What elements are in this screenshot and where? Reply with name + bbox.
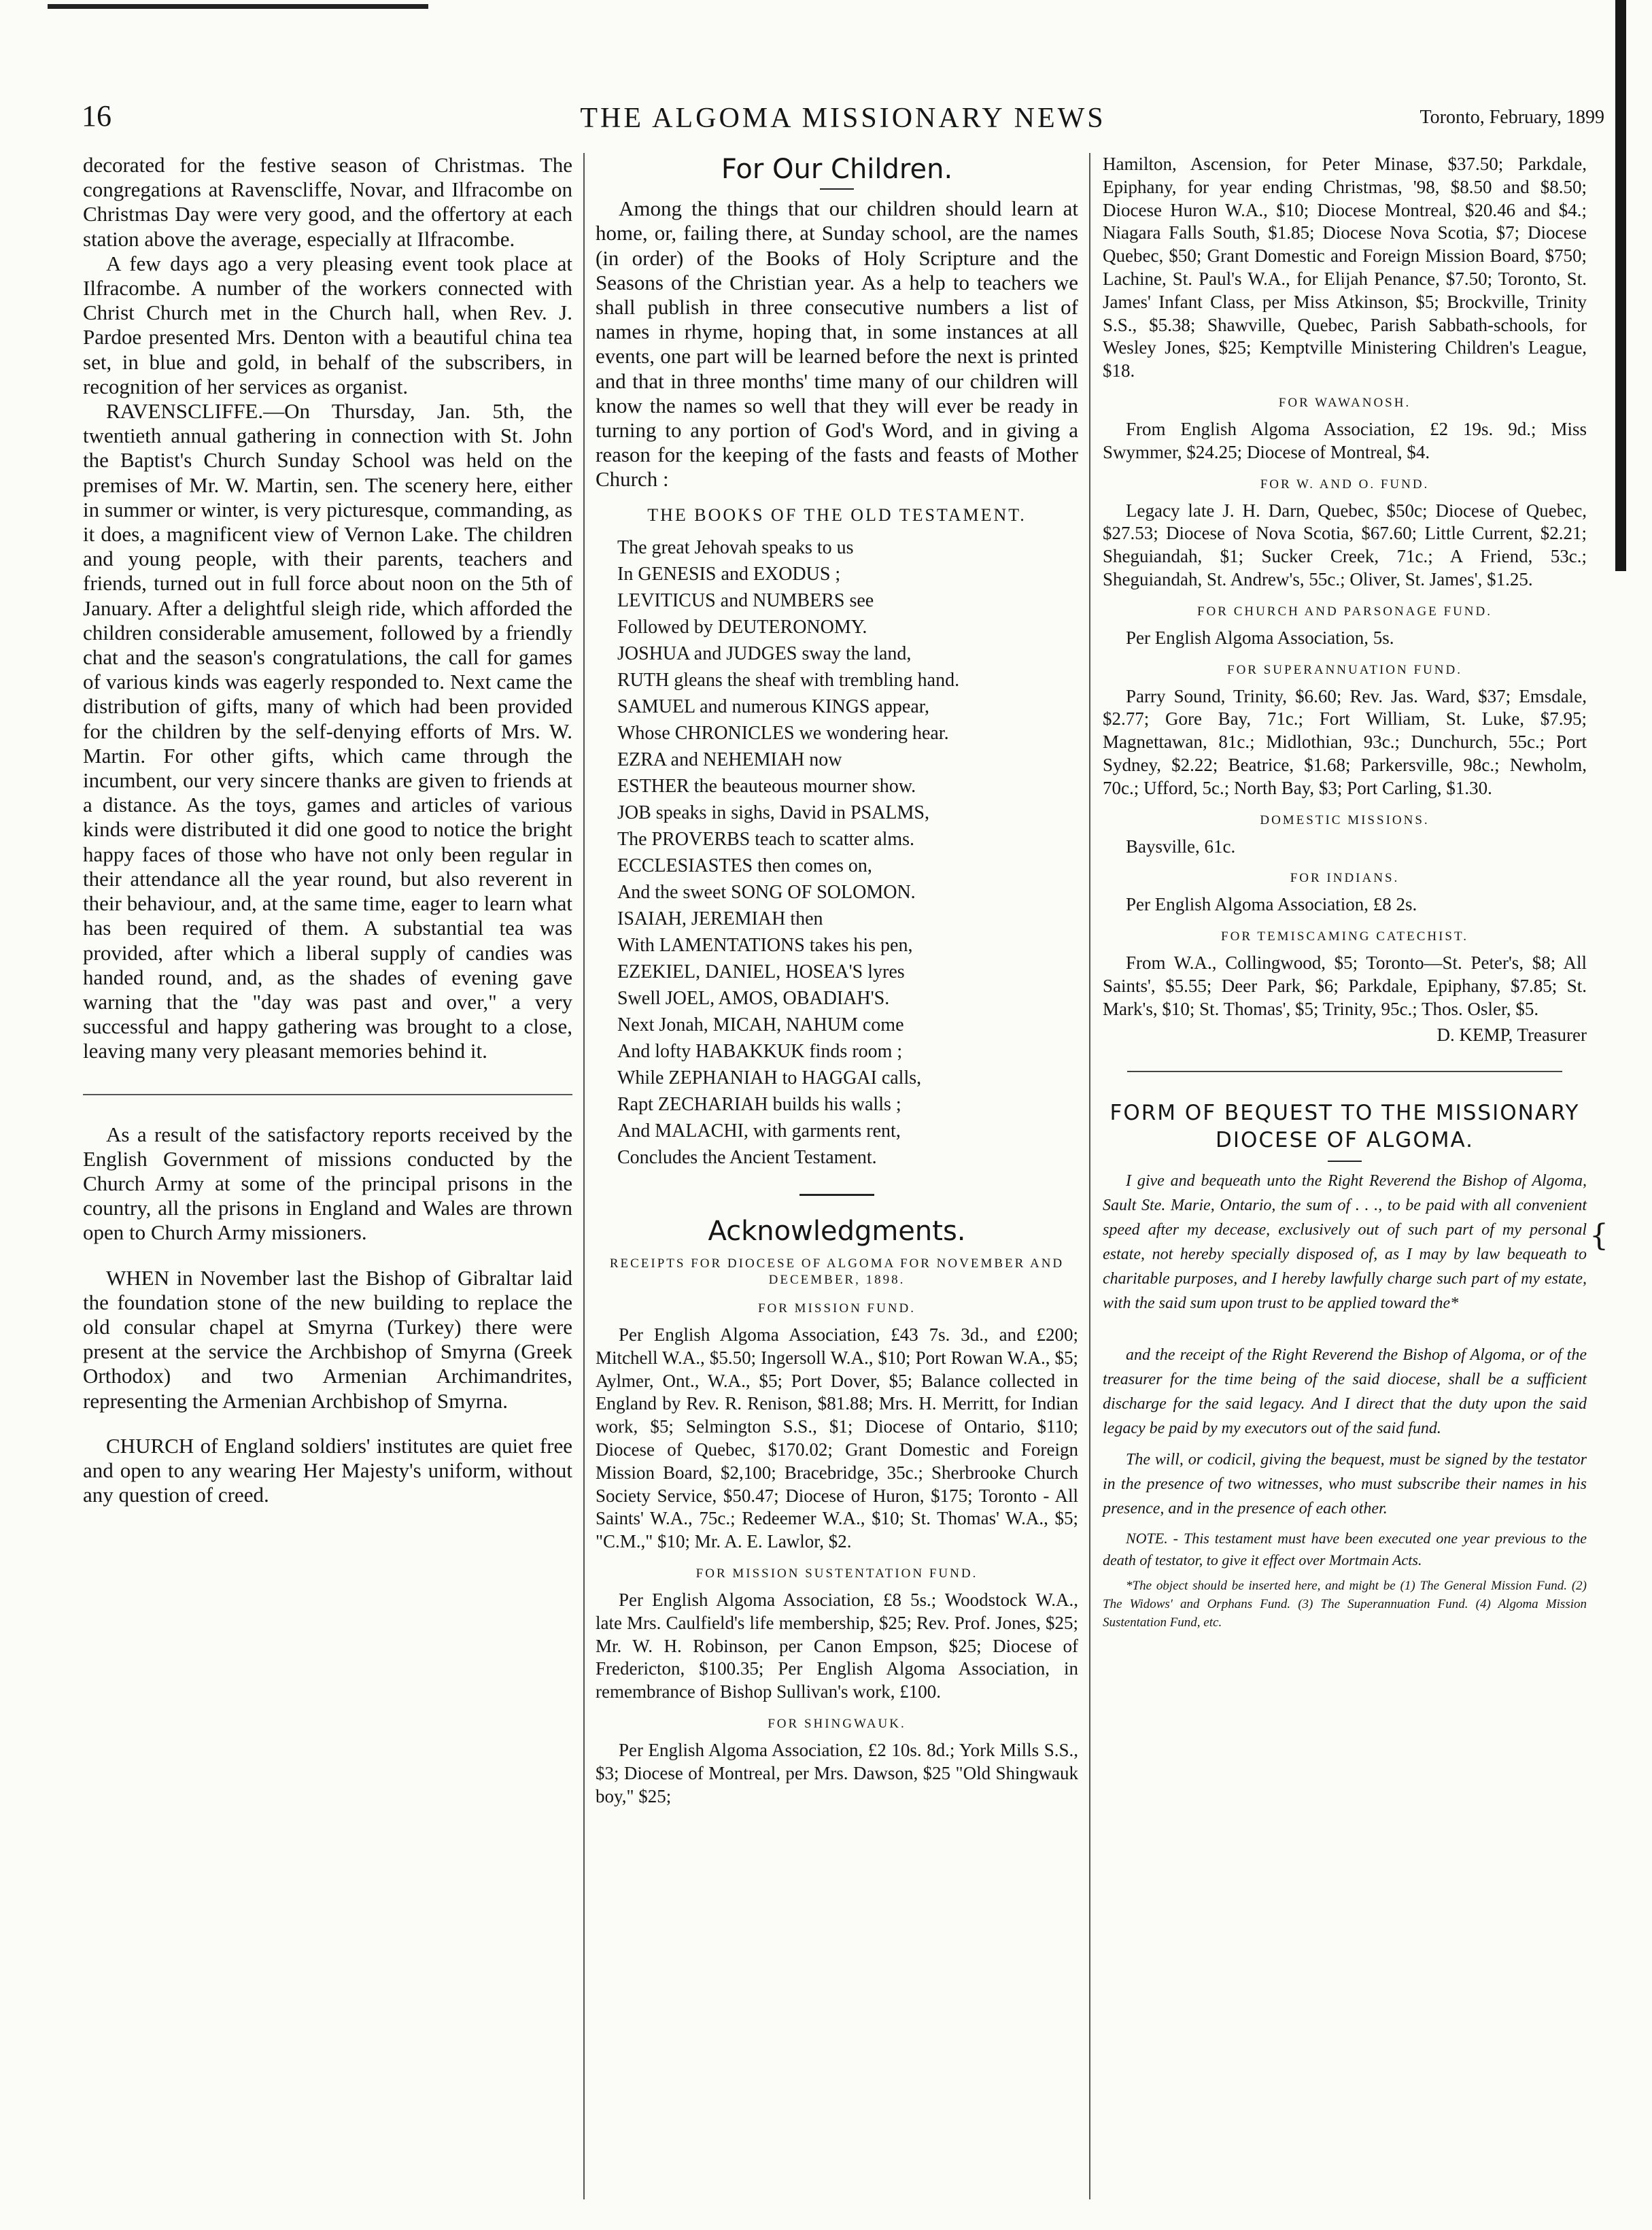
poem-line: And lofty HABAKKUK finds room ;	[617, 1040, 903, 1062]
poem-line: Concludes the Ancient Testament.	[617, 1146, 877, 1168]
poem-line: And MALACHI, with garments rent,	[617, 1120, 901, 1142]
poem-line: Followed by DEUTERONOMY.	[617, 616, 867, 638]
books-poem	[617, 534, 1078, 1171]
poem-line: EZEKIEL, DANIEL, HOSEA'S lyres	[617, 961, 905, 982]
poem-line: ECCLESIASTES then comes on,	[617, 855, 872, 876]
fund-receipts: From W.A., Collingwood, $5; Toronto—St. Peter's, $8; All Saints', $5.55; Deer Park, $6; Parkdale, Epiphany, $7.85; St. Mark's, $10; St. Thomas', $5; Trinity, 95c.; Thos. Osler, $5.	[1103, 953, 1587, 1019]
poem-line: LEVITICUS and NUMBERS see	[617, 589, 874, 611]
right-edge-bar	[1615, 0, 1626, 571]
column-three	[1103, 153, 1587, 1632]
poem-line: ISAIAH, JEREMIAH then	[617, 908, 823, 929]
poem-line: While ZEPHANIAH to HAGGAI calls,	[617, 1067, 922, 1088]
poem-heading: THE BOOKS OF THE OLD TESTAMENT.	[647, 504, 1027, 525]
article-paragraph: A few days ago a very pleasing event took place at Ilfracombe. A number of the workers connected with Christ Church met in the Church hall, when Rev. J. Pardoe presented Mrs. Denton with a beautiful china tea set, in blue and gold, in behalf of the subscribers, in recognition of her services as organist.	[83, 251, 572, 398]
fund-heading: DOMESTIC MISSIONS.	[1260, 812, 1430, 827]
fund-heading: FOR INDIANS.	[1290, 871, 1400, 886]
poem-line: JOSHUA and JUDGES sway the land,	[617, 642, 912, 664]
bequest-title: FORM OF BEQUEST TO THE MISSIONARY DIOCESE OF ALGOMA.	[1109, 1101, 1580, 1153]
fund-receipts: Per English Algoma Association, £8 2s.	[1126, 894, 1417, 915]
poem-line: ESTHER the beauteous mourner show.	[617, 775, 916, 797]
poem-line: Rapt ZECHARIAH builds his walls ;	[617, 1093, 901, 1115]
fund-heading: FOR SUPERANNUATION FUND.	[1227, 662, 1462, 677]
page-header	[82, 92, 1604, 139]
fund-receipts: From English Algoma Association, £2 19s. 9d.; Miss Swymmer, $24.25; Diocese of Montreal, $4.	[1103, 418, 1587, 462]
poem-line: The PROVERBS teach to scatter alms.	[617, 828, 915, 850]
column-divider	[583, 153, 585, 2199]
fund-heading: FOR WAWANOSH.	[1278, 395, 1411, 410]
fund-heading: FOR CHURCH AND PARSONAGE FUND.	[1197, 604, 1492, 619]
treasurer-signature: D. KEMP, Treasurer	[1436, 1024, 1587, 1045]
title-rule	[1328, 1161, 1362, 1162]
dateline: Toronto, February, 1899	[1419, 107, 1604, 128]
fund-receipts: Parry Sound, Trinity, $6.60; Rev. Jas. Ward, $37; Emsdale, $2.77; Gore Bay, 71c.; Fort William, St. Luke, $7.95; Magnettawan, 81c.; Midlothian, 93c.; Dunchurch, 55c.; Port Sydney, $2.22; Beatrice, $1.68; Parkersville, 98c.; Newholm, 70c.; Ufford, 5c.; North Bay, $3; Port Carling, $1.30.	[1103, 685, 1587, 798]
article-paragraph: decorated for the festive season of Christmas. The congregations at Ravenscliffe, Novar, and Ilfracombe on Christmas Day were very good, and the offertory at each station above the average, especially at Ilfracombe.	[83, 153, 572, 251]
poem-line: In GENESIS and EXODUS ;	[617, 563, 841, 585]
fund-heading: FOR MISSION FUND.	[757, 1301, 916, 1316]
section-rule	[799, 1194, 874, 1196]
column-two	[596, 153, 1078, 1808]
column-divider	[1089, 153, 1090, 2199]
bequest-paragraph: The will, or codicil, giving the bequest, must be signed by the testator in the presence of two witnesses, who must subscribe their names in his presence, and in the presence of each other.	[1103, 1451, 1587, 1518]
article-paragraph: CHURCH of England soldiers' institutes are quiet free and open to any wearing Her Majesty's uniform, without any question of creed.	[83, 1433, 572, 1507]
title-rule	[820, 188, 854, 190]
fund-receipts: Hamilton, Ascension, for Peter Minase, $37.50; Parkdale, Epiphany, for year ending Christmas, '98, $8.50 and $8.50; Diocese Huron W.A., $10; Diocese Montreal, $20.46 and $4.; Niagara Falls South, $1.85; Diocese Nova Scotia, $7; Diocese Quebec, $50; Grant Domestic and Foreign Mission Board, $750; Lachine, St. Paul's W.A., for Elijah Penance, $7.50; Toronto, St. James' Infant Class, per Miss Atkinson, $5; Brockville, Trinity S.S., $5.38; Shawville, Quebec, Parish Sabbath-schools, for Wesley Jones, $25; Kemptville Ministering Children's League, $18.	[1103, 154, 1587, 381]
bequest-paragraph: and the receipt of the Right Reverend the Bishop of Algoma, or of the treasurer for the time being of the said diocese, shall be a sufficient discharge for the said legacy. And I direct that the duty upon the said legacy be paid by my executors out of the said fund.	[1103, 1346, 1587, 1438]
fund-heading: FOR TEMISCAMING CATECHIST.	[1221, 929, 1468, 944]
section-title: Acknowledgments.	[708, 1215, 966, 1247]
poem-line: Next Jonah, MICAH, NAHUM come	[617, 1014, 904, 1035]
bequest-note: NOTE. - This testament must have been executed one year previous to the death of testator, to give it effect over Mortmain Acts.	[1103, 1530, 1587, 1569]
section-title: For Our Children.	[721, 154, 953, 185]
poem-line: Swell JOEL, AMOS, OBADIAH'S.	[617, 987, 890, 1009]
poem-line: EZRA and NEHEMIAH now	[617, 749, 842, 770]
fund-heading: FOR W. AND O. FUND.	[1260, 477, 1430, 492]
poem-line: SAMUEL and numerous KINGS appear,	[617, 696, 929, 717]
fund-receipts: Baysville, 61c.	[1126, 836, 1236, 857]
fund-receipts: Per English Algoma Association, £8 5s.; Woodstock W.A., late Mrs. Caulfield's life membership, $25; Rev. Prof. Jones, $25; Mr. W. H. Robinson, per Canon Empson, $25; Diocese of Fredericton, $100.35; Per English Algoma Association, in remembrance of Bishop Sullivan's work, £100.	[596, 1590, 1078, 1702]
poem-line: JOB speaks in sighs, David in PSALMS,	[617, 802, 929, 823]
article-paragraph: RAVENSCLIFFE.—On Thursday, Jan. 5th, the twentieth annual gathering in connection with St. John the Baptist's Church Sunday School was held on the premises of Mr. W. Martin, sen. The scenery here, either in summer or winter, is very picturesque, commanding, as it does, a magnificent view of Vernon Lake. The children and young people, with their parents, teachers and friends, turned out in full force about noon on the 5th of January. After a delightful sleigh ride, which afforded the children considerable amusement, followed by a friendly chat and the season's congratulations, the call for games of various kinds was eagerly responded to. Next came the distribution of gifts, many of which had been provided for the children by the self-denying efforts of Mrs. W. Martin. For other gifts, which came through the incumbent, our very sincere thanks are given to friends at a distance. As the toys, games and articles of various kinds were distributed it did one good to notice the bright happy faces of those who have not only been regular in their attendance all the year round, but also reverent in their behaviour, and, at the same time, eager to learn what has been required of them. A substantial tea was provided, after which a liberal supply of candies was handed round, and, as the shades of evening gave warning that the "day was past and over," a very successful and happy gathering was brought to a close, leaving many very pleasant memories behind it.	[83, 399, 572, 1063]
section-rule	[83, 1094, 572, 1095]
fund-receipts: Legacy late J. H. Darn, Quebec, $50c; Diocese of Quebec, $27.53; Diocese of Nova Scotia, $67.60; Little Current, $2.21; Sheguiandah, $1; Sucker Creek, 71c.; A Friend, 53c.; Sheguiandah, St. Andrew's, 55c.; Oliver, St. James', $1.25.	[1103, 500, 1587, 589]
bequest-paragraph: I give and bequeath unto the Right Reverend the Bishop of Algoma, Sault Ste. Marie, Ontario, the sum of . . ., to be paid with all convenient speed after my decease, exclusively out of such part of my personal estate, not hereby specially disposed of, as I may by law bequeath to charitable purposes, and I hereby lawfully charge such part of my estate, with the said sum upon trust to be applied toward the*	[1103, 1172, 1587, 1313]
fund-heading: FOR MISSION SUSTENTATION FUND.	[695, 1566, 978, 1581]
column-one	[83, 153, 572, 1507]
article-paragraph: WHEN in November last the Bishop of Gibraltar laid the foundation stone of the new building to replace the old consular chapel at Smyrna (Turkey) there were present at the service the Archbishop of Smyrna (Greek Orthodox) and two Armenian Archimandrites, representing the Armenian Archbishop of Smyrna.	[83, 1265, 572, 1413]
fund-receipts: Per English Algoma Association, £2 10s. 8d.; York Mills S.S., $3; Diocese of Montreal, per Mrs. Dawson, $25 "Old Shingwauk boy," $25;	[596, 1740, 1078, 1806]
page-number: 16	[82, 99, 111, 133]
fund-receipts: Per English Algoma Association, 5s.	[1126, 627, 1394, 648]
poem-line: RUTH gleans the sheaf with trembling hand.	[617, 669, 960, 691]
receipts-heading: RECEIPTS FOR DIOCESE OF ALGOMA FOR NOVEMBER AND DECEMBER, 1898.	[609, 1256, 1065, 1288]
poem-line: The great Jehovah speaks to us	[617, 536, 854, 558]
top-edge-rule	[48, 4, 428, 9]
poem-line: And the sweet SONG OF SOLOMON.	[617, 881, 916, 903]
margin-mark: {	[1589, 1218, 1608, 1253]
poem-line: Whose CHRONICLES we wondering hear.	[617, 722, 949, 744]
section-rule	[1127, 1071, 1562, 1072]
bequest-footnote: *The object should be inserted here, and might be (1) The General Mission Fund. (2) The Widows' and Orphans Fund. (3) The Superannuation Fund. (4) Algoma Mission Sustentation Fund, etc.	[1103, 1579, 1587, 1630]
fund-receipts: Per English Algoma Association, £43 7s. 3d., and £200; Mitchell W.A., $5.50; Ingersoll W.A., $10; Port Rowan W.A., $5; Aylmer, Ont., W.A., $5; Port Dover, $5; Balance collected in England by Rev. R. Renison, $81.88; Mrs. H. Merritt, for Indian work, $5; Selmington S.S., $1; Diocese of Ontario, $110; Diocese of Quebec, $170.02; Grant Domestic and Foreign Mission Board, $2,100; Bracebridge, 35c.; Sherbrooke Church Society Service, $50.47; Diocese of Huron, $175; Toronto - All Saints' W.A., 75c.; Redeemer W.A., $10; St. Thomas' W.A., $5; "C.M.," $10; Mr. A. E. Lawlor, $2.	[596, 1324, 1078, 1552]
article-paragraph: Among the things that our children should learn at home, or, failing there, at Sunday school, are the names (in order) of the Books of Holy Scripture and the Seasons of the Christian year. As a help to teachers we shall publish in three consecutive numbers a list of names in rhyme, hoping that, in some instances at all events, one part will be learned before the next is printed and that in three months' time many of our children will know the names so well that they will ever be ready in turning to any portion of God's Word, and in giving a reason for the keeping of the fasts and feasts of Mother Church :	[596, 196, 1078, 492]
fund-heading: FOR SHINGWAUK.	[768, 1717, 906, 1731]
masthead-title: THE ALGOMA MISSIONARY NEWS	[580, 103, 1106, 134]
poem-line: With LAMENTATIONS takes his pen,	[617, 934, 913, 956]
article-paragraph: As a result of the satisfactory reports received by the English Government of missions conducted by the Church Army at some of the principal prisons in the country, all the prisons in England and Wales are thrown open to Church Army missioners.	[83, 1122, 572, 1245]
